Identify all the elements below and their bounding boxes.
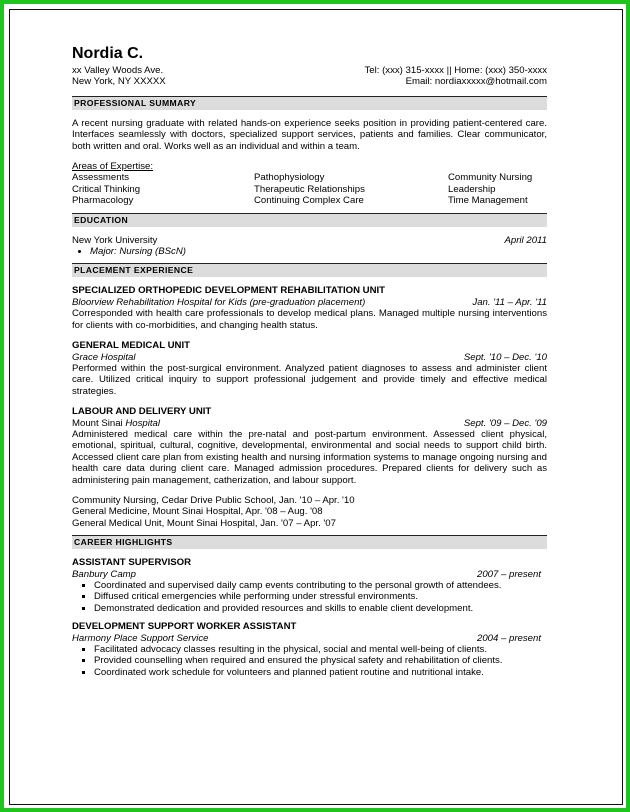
job-dates: Sept. '10 – Dec. '10	[463, 351, 547, 363]
summary-text: A recent nursing graduate with related hands-on experience seeks position in providing patient-centered care. Interfaces seamlessly with doctors, specialized support services, patients and families. Clear communicator, both written and oral. Works well as an individual and within a team.	[72, 117, 547, 152]
email-address: Email: nordiaxxxxx@hotmail.com	[405, 76, 547, 88]
major: • Major: Nursing (BScN)	[90, 246, 547, 257]
job-org-row	[72, 297, 547, 308]
career-bullets	[72, 580, 547, 614]
education-details	[72, 246, 547, 257]
expertise-label: Areas of Expertise:	[72, 161, 154, 173]
career-bullet: ▪ Provided counselling when required and ensured the physical safety and rehabilitation of clients.	[94, 655, 547, 666]
career-dates: 2004 – present	[476, 632, 541, 644]
job-organization: Grace Hospital	[72, 351, 136, 363]
job-description: Performed within the post-surgical environment. Analyzed patient diagnoses to assess and administer client care. Utilized critical inquiry to support professional judgement and provide timely and effective medical strategies.	[72, 362, 547, 397]
phone-numbers: Tel: (xxx) 315-xxxx || Home: (xxx) 350-xxxx	[364, 65, 547, 76]
career-title: DEVELOPMENT SUPPORT WORKER ASSISTANT	[72, 621, 297, 633]
job-dates: Sept. '09 – Dec. '09	[463, 417, 547, 429]
section-heading-summary: PROFESSIONAL SUMMARY	[72, 96, 547, 110]
expertise-item: Critical Thinking	[72, 183, 141, 195]
graduation-date: April 2011	[504, 234, 547, 246]
job-description: Administered medical care within the pre-natal and post-partum environment. Assessed client physical, emotional, spiritual, cultural, cognitive, developmental, environmental and social needs to support child birth. Accessed client care plan from existing health and nursing information systems to manage ongoing nursing and health care data during client care. Managed admission procedures. Prepared clients for delivery such as administering pain management, catherization, and labour support.	[72, 428, 547, 486]
expertise-item: Pharmacology	[72, 195, 134, 207]
other-placement: General Medical Unit, Mount Sinai Hospital, Jan. '07 – Apr. '07	[72, 517, 336, 529]
expertise-item: Time Management	[448, 195, 528, 207]
job-org-row	[72, 418, 547, 429]
contact-row-1	[72, 65, 547, 76]
other-placement: General Medicine, Mount Sinai Hospital, Apr. '08 – Aug. '08	[72, 506, 323, 518]
expertise-item: Therapeutic Relationships	[254, 183, 365, 195]
expertise-item: Pathophysiology	[254, 172, 325, 184]
job-title: SPECIALIZED ORTHOPEDIC DEVELOPMENT REHABILITATION UNIT	[72, 285, 386, 297]
school-name: New York University	[72, 234, 158, 246]
contact-row-2	[72, 76, 547, 87]
career-bullet: ▪ Coordinated work schedule for volunteers and planned patient routine and nutritional intake.	[94, 667, 547, 678]
section-heading-education: EDUCATION	[72, 213, 547, 227]
address-line-2: New York, NY XXXXX	[72, 76, 166, 88]
career-org-row	[72, 569, 547, 580]
career-bullet: ▪ Facilitated advocacy classes resulting in the physical, social and mental well-being of clients.	[94, 644, 547, 655]
job-org-row	[72, 352, 547, 363]
job-organization	[72, 418, 160, 429]
career-title: ASSISTANT SUPERVISOR	[72, 557, 192, 569]
expertise-item: Assessments	[72, 172, 130, 184]
career-bullet: ▪ Demonstrated dedication and provided resources and skills to enable client development.	[94, 603, 547, 614]
resume-content	[72, 45, 547, 678]
job-title: GENERAL MEDICAL UNIT	[72, 340, 190, 352]
career-bullets	[72, 644, 547, 678]
address-line-1: xx Valley Woods Ave.	[72, 65, 164, 76]
career-org-row	[72, 633, 547, 644]
career-dates: 2007 – present	[476, 568, 541, 580]
candidate-name: Nordia C.	[72, 45, 144, 62]
expertise-item: Leadership	[448, 183, 496, 195]
expertise-grid	[72, 172, 547, 206]
career-bullet: ▪ Diffused critical emergencies while performing under stressful environments.	[94, 591, 547, 602]
job-organization-italic: Hospital	[125, 417, 160, 429]
job-organization: Bloorview Rehabilitation Hospital for Kids (pre-graduation placement)	[72, 296, 366, 308]
career-organization: Harmony Place Support Service	[72, 632, 209, 644]
section-heading-career: CAREER HIGHLIGHTS	[72, 535, 547, 549]
expertise-item: Continuing Complex Care	[254, 195, 364, 207]
job-description: Corresponded with health care professionals to develop medical plans. Managed multiple nursing interventions for clients with co-morbidities, and changing health status.	[72, 308, 547, 331]
education-row	[72, 235, 547, 246]
career-organization: Banbury Camp	[72, 568, 136, 580]
section-heading-placement: PLACEMENT EXPERIENCE	[72, 263, 547, 277]
job-title: LABOUR AND DELIVERY UNIT	[72, 406, 212, 418]
job-dates: Jan. '11 – Apr. '11	[472, 296, 547, 308]
career-bullet: ▪ Coordinated and supervised daily camp events contributing to the personal growth of attendees.	[94, 580, 547, 591]
other-placement: Community Nursing, Cedar Drive Public School, Jan. '10 – Apr. '10	[72, 494, 355, 506]
job-organization-plain: Mount Sinai	[72, 417, 126, 429]
expertise-item: Community Nursing	[448, 172, 533, 184]
